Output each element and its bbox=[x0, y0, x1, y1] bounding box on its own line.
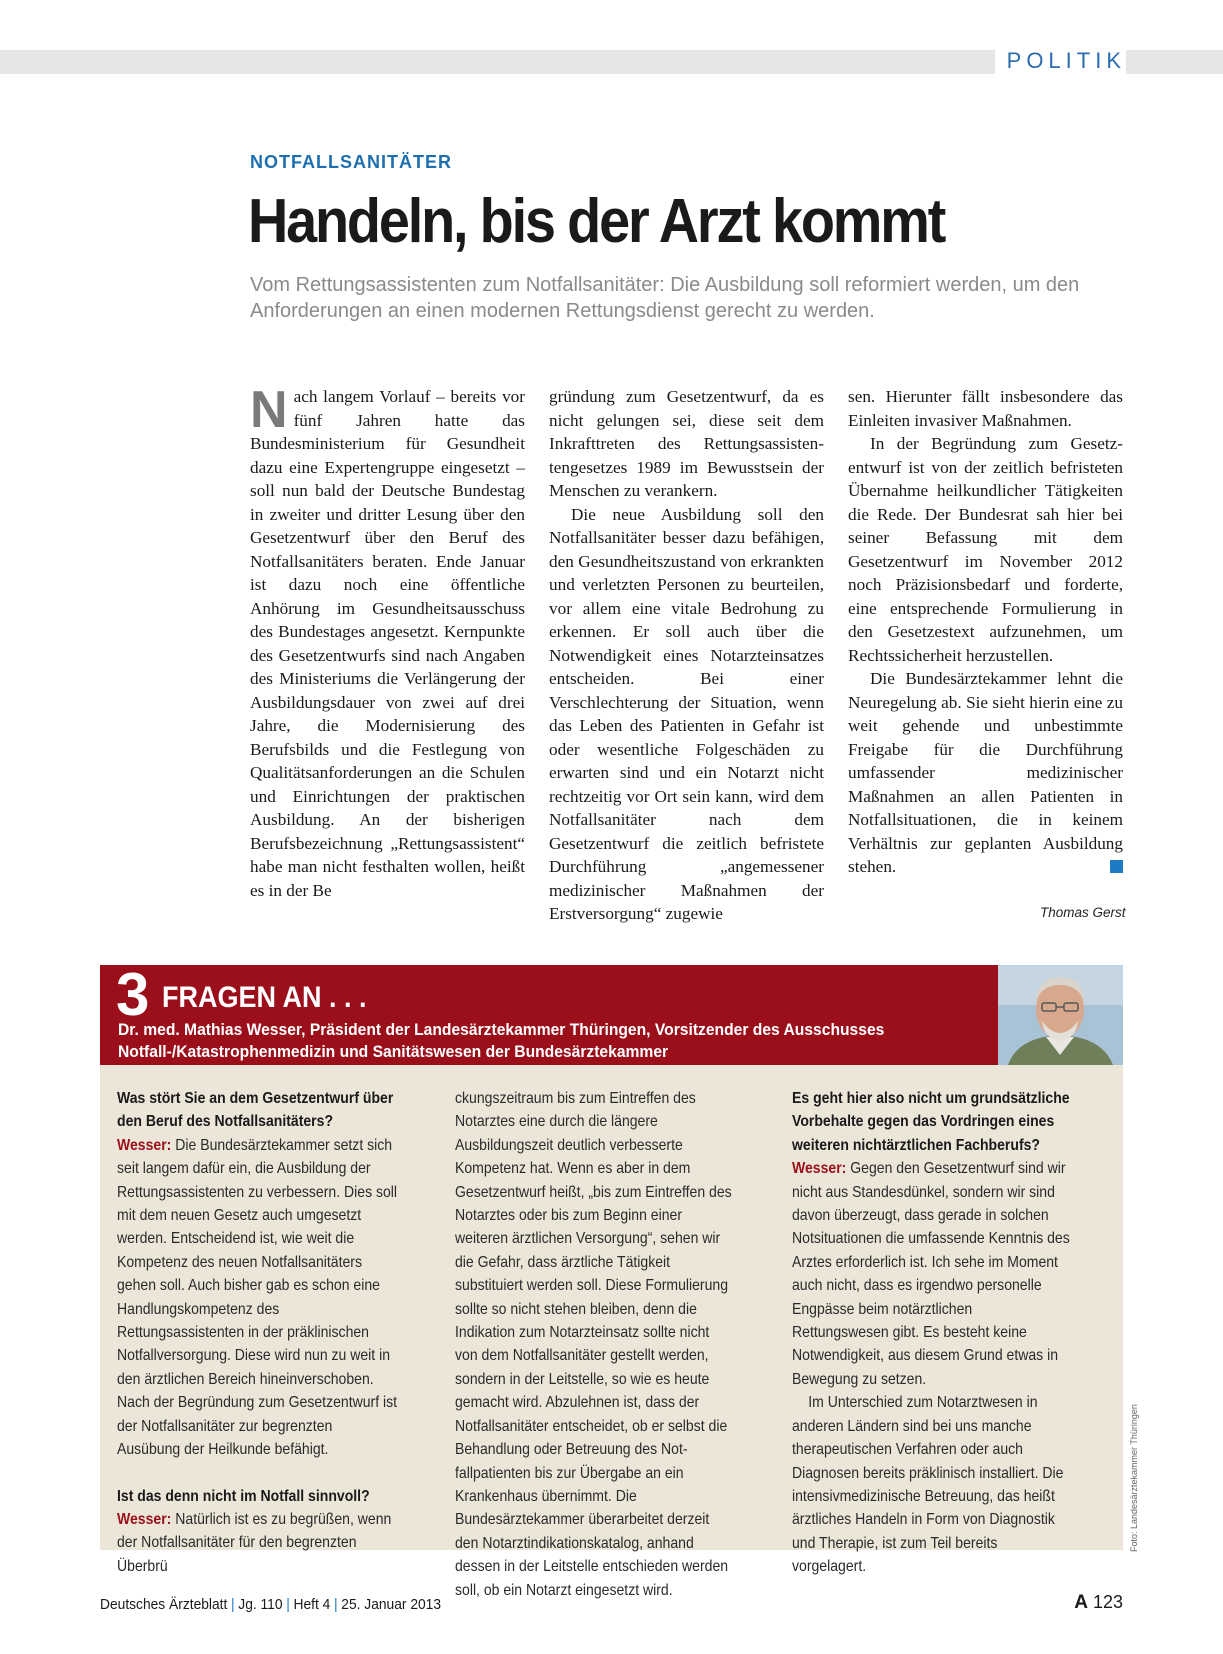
interview-person: Dr. med. Mathias Wesser, Präsident der Landesärztekammer Thüringen, Vorsitzender des Ausschusses Notfall-/Katastrophenmedizin und Sanitätswesen der Bundesärztekammer bbox=[118, 1020, 885, 1061]
page-prefix: A bbox=[1074, 1592, 1088, 1613]
article-paragraph: Die Bundesärztekammer lehnt die Neuregelung ab. Sie sieht hierin eine zu weit gehende und unbestimmte Freigabe für die Durchführung umfassender medizinischer Maßnahmen an allen Patienten in Notfallsituationen, die in keinem Verhältnis zur geplanten Ausbildung stehen. bbox=[848, 669, 1123, 876]
photo-credit: Foto: Landesärztekammer Thüringen bbox=[1129, 1404, 1139, 1552]
page-number-value: 123 bbox=[1092, 1592, 1123, 1612]
volume: Jg. 110 bbox=[238, 1596, 283, 1613]
issue: Heft 4 bbox=[293, 1596, 331, 1613]
article-kicker: NOTFALLSANITÄTER bbox=[250, 152, 452, 172]
interview-answer: Wesser: Natürlich ist es zu begrüßen, wenn der Notfallsanitäter für den begrenzten Überbrü bbox=[117, 1510, 392, 1575]
article-headline: Handeln, bis der Arzt kommt bbox=[248, 187, 945, 256]
interview-answer: ckungszeitraum bis zum Eintreffen des Notarztes eine durch die längere Ausbildungszeit deutlich verbesserte Kompetenz hat. Wenn es aber in dem Gesetzentwurf heißt, „bis zum Eintreffen des Notarztes oder bis zum Beginn einer weiteren ärztlichen Versorgung“, sehen wir die Gefahr, dass ärztliche Tätigkeit substituiert werden soll. Diese Formulierung sollte so nicht stehen bleiben, denn die Indikation zum Notarzteinsatz sollte nicht von dem Notfallsanitäter gestellt werden, sondern in der Leitstelle, so wie es heute gemacht wird. Abzulehnen ist, dass der Notfallsanitäter entscheidet, ob er selbst die Behandlung oder Betreuung des Notfallpatienten bis zur Übergabe an ein Krankenhaus übernimmt. Die Bundesärztekammer überarbeitet derzeit den Notarztindikationskatalog, anhand dessen in der Leitstelle entschieden werden soll, ob ein Notarzt eingesetzt wird. bbox=[455, 1090, 732, 1599]
drop-cap: N bbox=[250, 381, 288, 439]
issue-date: 25. Januar 2013 bbox=[341, 1596, 442, 1613]
portrait-photo bbox=[998, 965, 1123, 1065]
end-of-article-square-icon bbox=[1110, 860, 1123, 873]
speaker-label: Wesser: bbox=[792, 1160, 847, 1178]
article-column-2 bbox=[549, 385, 824, 926]
article-column-3 bbox=[848, 385, 1123, 879]
article-paragraph: In der Begründung zum Gesetzentwurf ist von der zeitlich befristeten Übernahme heilkundlicher Tätigkeiten die Rede. Der Bundesrat sah hier bei seiner Befassung mit dem Gesetzentwurf im November 2012 noch Präzisionsbedarf und forderte, eine entsprechende Formulierung in den Gesetzestext aufzunehmen, um Rechtssicherheit herzustellen. bbox=[848, 434, 1123, 665]
interview-question: Ist das denn nicht im Notfall sinnvoll? bbox=[117, 1487, 370, 1505]
page-number bbox=[1074, 1592, 1123, 1614]
interview-answer: Wesser: Gegen den Gesetzentwurf sind wir nicht aus Standesdünkel, sondern wir sind davon überzeugt, dass gerade in solchen Notsituationen die umfassende Kenntnis des Arztes erforderlich ist. Ich sehe im Moment auch nicht, dass es irgendwo personelle Engpässe beim notärztlichen Rettungswesen gibt. Es besteht keine Notwendigkeit, aus diesem Grund etwas in Bewegung zu setzen. bbox=[792, 1160, 1070, 1388]
interview-answer: Im Unterschied zum Notarztwesen in anderen Ländern sind bei uns manche therapeutischen Verfahren oder auch Diagnosen bereits präklinisch installiert. Die intensivmedizinische Betreuung, das heißt ärztliches Handeln in Form von Diagnostik und Therapie, ist zum Teil bereits vorgelagert. bbox=[792, 1394, 1064, 1576]
article-col1-text: ach langem Vorlauf – bereits vor fünf Jahren hatte das Bundesministerium für Gesundheit dazu eine Expertengruppe eingesetzt – soll nun bald der Deutsche Bundestag in zweiter und dritter Lesung über den Gesetzentwurf über den Beruf des Notfallsanitäters beraten. Ende Januar ist dazu noch eine öffentliche Anhörung im Gesundheitsausschuss des Bundestages angesetzt. Kernpunkte des Gesetzentwurfs sind nach Angaben des Ministeriums die Verlängerung der Ausbildungsdauer von zwei auf drei Jahre, die Modernisierung des Berufsbilds und die Festlegung von Qualitätsanforderungen an die Schulen und Einrichtungen der praktischen Ausbildung. An der bisherigen Berufsbezeichnung „Rettungsassistent“ habe man nicht festhalten wollen, heißt es in der Be bbox=[250, 387, 525, 900]
article-subtitle: Vom Rettungsassistenten zum Notfallsanitäter: Die Ausbildung soll reformiert werden, um den Anforderungen an einen modernen Rettungsdienst gerecht zu werden. bbox=[250, 274, 1080, 322]
article-paragraph: sen. Hierunter fällt insbesondere das Einleiten invasiver Maßnahmen. bbox=[848, 387, 1123, 430]
journal-name: Deutsches Ärzteblatt bbox=[100, 1596, 228, 1613]
speaker-label: Wesser: bbox=[117, 1510, 172, 1528]
interview-answer: Wesser: Die Bundesärztekammer setzt sich seit langem dafür ein, die Ausbildung der Rettungsassistenten zu verbessern. Dies soll mit dem neuen Gesetz auch umgesetzt werden. Entscheidend ist, wie weit die Kompetenz des neuen Notfallsanitäters gehen soll. Auch bisher gab es schon eine Handlungskompetenz des Rettungsassistenten in der präklinischen Notfallversorgung. Diese wird nun zu weit in den ärztlichen Bereich hineinverschoben. Nach der Begründung zum Gesetzentwurf ist der Notfallsanitäter zur begrenzten Ausübung der Heilkunde befähigt. bbox=[117, 1136, 398, 1459]
article-column-1 bbox=[250, 381, 525, 902]
interview-column-2 bbox=[455, 1087, 736, 1602]
interview-column-1 bbox=[117, 1087, 398, 1578]
article-paragraph: Die neue Ausbildung soll den Notfallsanitäter besser dazu befähigen, den Gesundheitszustand von erkrankten und verletzten Personen zu beurteilen, vor allem eine vitale Bedrohung zu erkennen. Er soll auch über die Notwendigkeit eines Notarzteinsatzes entscheiden. Bei einer Verschlechterung der Situation, wenn das Leben des Patienten in Gefahr ist oder wesentliche Folgeschäden zu erwarten sind und ein Notarzt nicht rechtzeitig vor Ort sein kann, wird dem Notfallsanitäter nach dem Gesetzentwurf die zeitlich befristete Durchführung „angemessener medizinischer Maßnahmen der Erstversorgung“ zugewie bbox=[549, 504, 824, 923]
interview-column-3 bbox=[792, 1087, 1073, 1579]
interview-title: FRAGEN AN . . . bbox=[162, 981, 367, 1014]
interview-number: 3 bbox=[116, 961, 150, 1028]
speaker-label: Wesser: bbox=[117, 1136, 172, 1154]
footer-citation: Deutsches Ärzteblatt | Jg. 110 | Heft 4 | 25. Januar 2013 bbox=[100, 1596, 442, 1613]
interview-question: Was stört Sie an dem Gesetzentwurf über den Beruf des Notfallsanitäters? bbox=[117, 1090, 394, 1131]
interview-question: Es geht hier also nicht um grundsätzliche Vorbehalte gegen das Vordringen eines weiteren nichtärztlichen Fachberufs? bbox=[792, 1090, 1070, 1154]
article-paragraph: gründung zum Gesetzentwurf, da es nicht gelungen sei, diese seit dem Inkrafttreten des Rettungsassistentengesetzes 1989 im Bewusstsein der Menschen zu verankern. bbox=[549, 387, 824, 500]
article-author: Thomas Gerst bbox=[1040, 905, 1126, 920]
interview-header bbox=[100, 961, 998, 1065]
section-label: POLITIK bbox=[995, 48, 1126, 74]
